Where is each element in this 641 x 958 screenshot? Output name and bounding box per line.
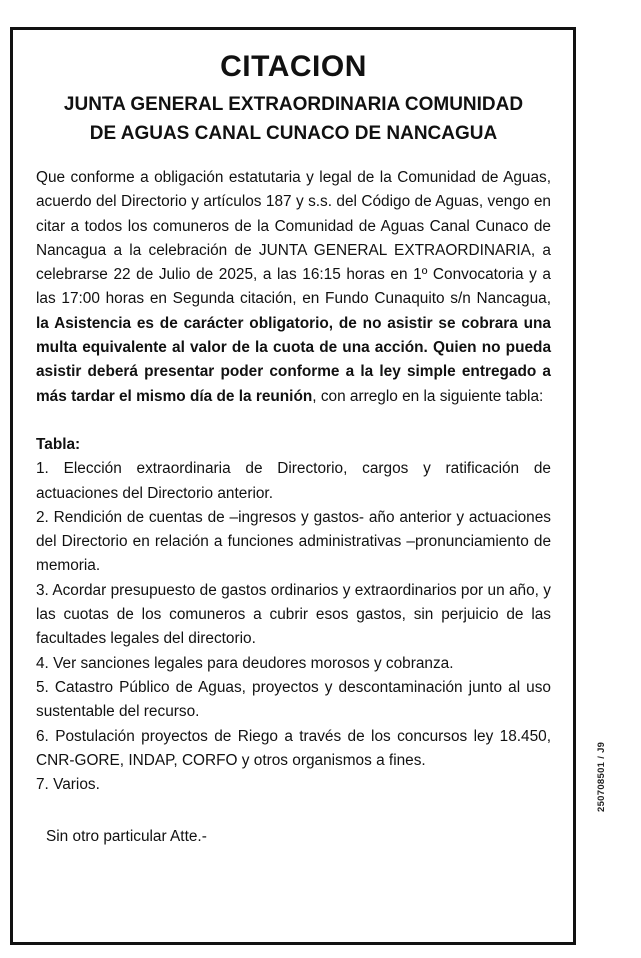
body-text-table-reference: , con arreglo en la siguiente tabla: (312, 387, 544, 405)
notice-body (36, 166, 551, 409)
agenda-heading: Tabla: (36, 435, 81, 453)
agenda-item-6: 6. Postulación proyectos de Riego a través de los concursos ley 18.450, CNR-GORE, INDAP, CORFO y otros organismos a fines. (36, 727, 551, 769)
agenda-item-3: 3. Acordar presupuesto de gastos ordinarios y extraordinarios por un año, y las cuotas de los comuneros a cubrir esos gastos, sin perjuicio de las facultades legales del directorio. (36, 581, 551, 648)
agenda-item-5: 5. Catastro Público de Aguas, proyectos y descontaminación junto al uso sustentable del recurso. (36, 678, 551, 721)
closing-line: Sin otro particular Atte.- (46, 828, 207, 846)
notice-subtitle (36, 90, 551, 148)
body-text-intro: Que conforme a obligación estatutaria y legal de la Comunidad de Aguas, acuerdo del Directorio y artículos 187 y s.s. del Código de Aguas, vengo en citar a todos los comuneros de la Comunidad de Aguas Canal Cunaco de Nancagua a la celebración de JUNTA GENERAL EXTRAORDINARIA, a celebrarse 22 de Julio de 2025, a las 16:15 horas en 1º Convocatoria y a las 17:00 horas en Segunda citación, en Fundo Cunaquito s/n Nancagua, (36, 169, 551, 308)
legal-notice (10, 27, 576, 945)
agenda-item-7: 7. Varios. (36, 776, 100, 794)
notice-title: CITACION (220, 50, 367, 83)
agenda-item-1: 1. Elección extraordinaria de Directorio, cargos y ratificación de actuaciones del Directorio anterior. (36, 460, 551, 502)
body-text-attendance-warning: la Asistencia es de carácter obligatorio, de no asistir se cobrara una multa equivalente al valor de la cuota de una acción. Quien no pueda asistir deberá presentar poder conforme a la ley simple entregado a más tardar el mismo día de la reunión (36, 314, 551, 405)
subtitle-line-2: DE AGUAS CANAL CUNACO DE NANCAGUA (89, 123, 498, 144)
agenda-item-4: 4. Ver sanciones legales para deudores morosos y cobranza. (36, 654, 454, 672)
subtitle-line-1: JUNTA GENERAL EXTRAORDINARIA COMUNIDAD (63, 94, 524, 115)
publication-reference-code: 250708501 / J9 (596, 741, 607, 812)
agenda-item-2: 2. Rendición de cuentas de –ingresos y gastos- año anterior y actuaciones del Directorio en relación a funciones administrativas –pronunciamiento de memoria. (36, 508, 551, 575)
agenda-list (36, 457, 551, 797)
